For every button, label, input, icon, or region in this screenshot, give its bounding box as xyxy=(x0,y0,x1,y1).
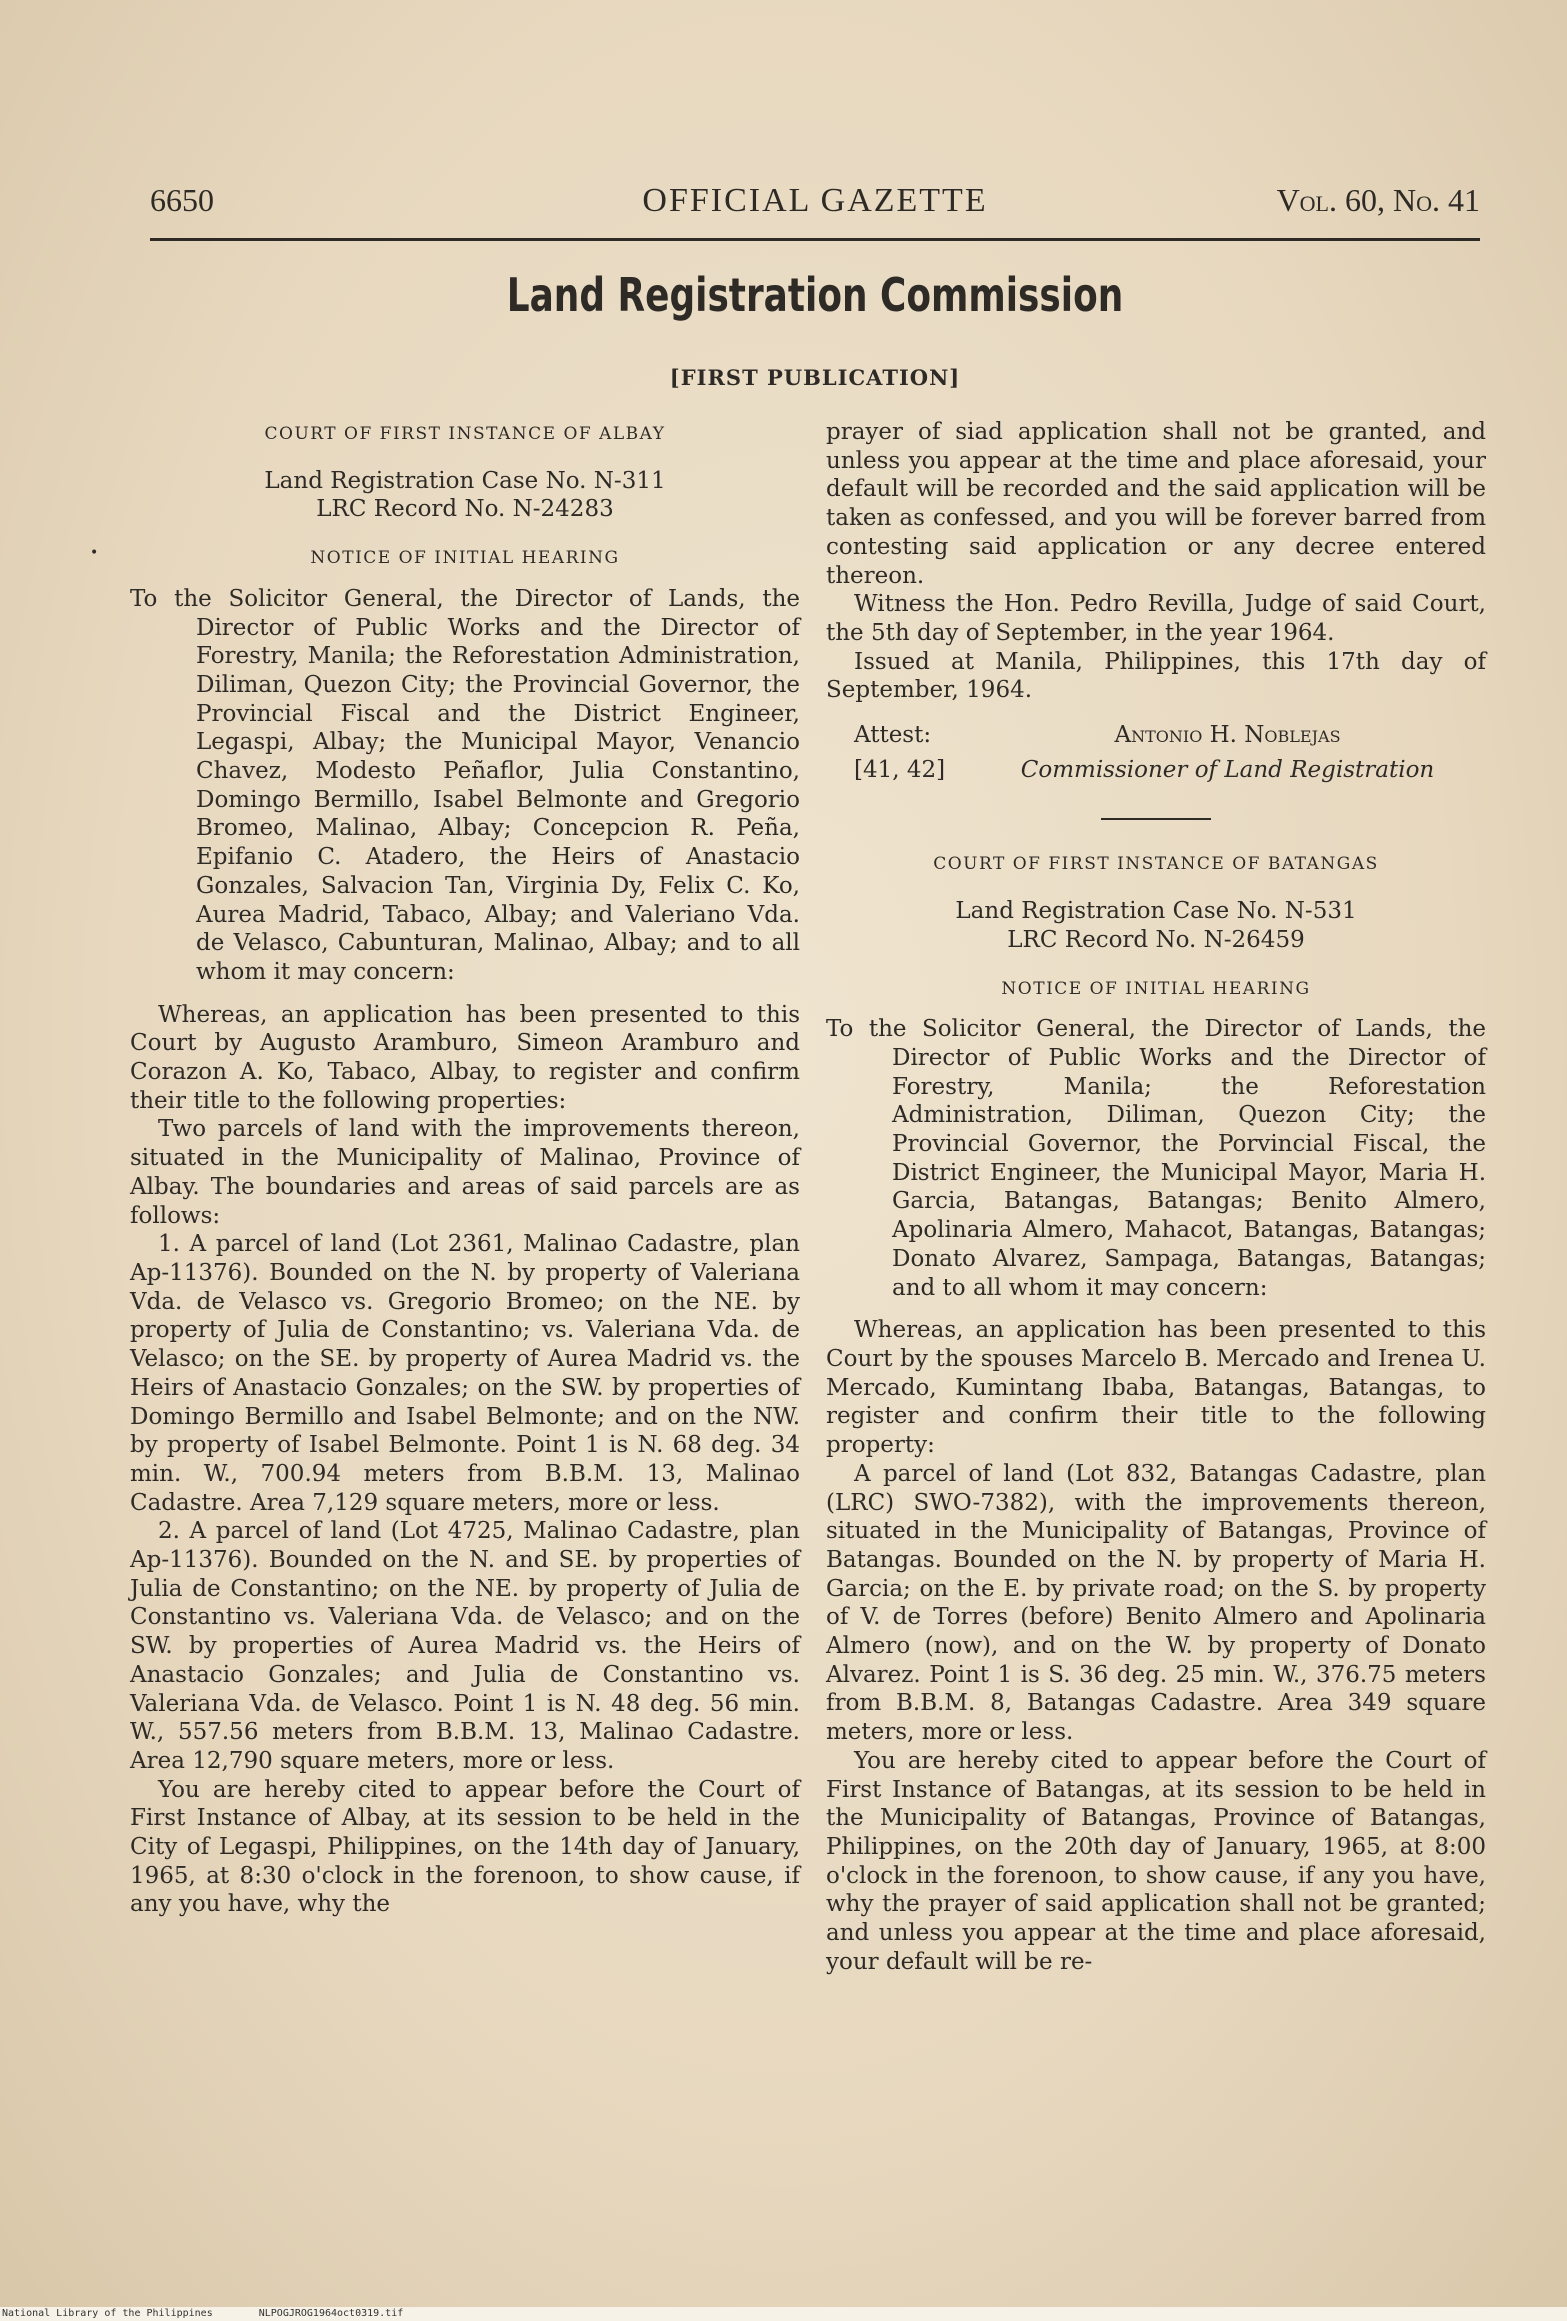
notice-divider xyxy=(1101,818,1211,820)
attest-title: Commissioner of Land Registration xyxy=(1020,756,1435,783)
paragraph: Whereas, an application has been presented to this Court by the spouses Marcelo B. Mercado and Irenea U. Mercado, Kumintang Ibaba, Batangas, Batangas, to register and confirm their title to the following property: xyxy=(826,1317,1486,1459)
attestation-title-row xyxy=(854,756,1486,785)
page-number: 6650 xyxy=(150,182,214,218)
volume-number: Vol. 60, No. 41 xyxy=(1276,182,1480,218)
scan-filename: NLPOGJROG1964oct0319.tif xyxy=(258,2308,404,2319)
paragraph: Two parcels of land with the improvements thereon, situated in the Municipality of Malinao, Province of Albay. The boundaries and areas of said parcels are as follows: xyxy=(130,1116,800,1229)
notice-title: NOTICE OF INITIAL HEARING xyxy=(310,548,620,569)
paragraph-continuation: prayer of siad application shall not be granted, and unless you appear at the time and place aforesaid, your default will be recorded and the said application will be taken as confessed, and you will be forever barred from contesting said application or any decree entered thereon. xyxy=(826,419,1486,589)
paragraph: 2. A parcel of land (Lot 4725, Malinao Cadastre, plan Ap-11376). Bounded on the N. and SE. by properties of Julia de Constantino; on the NE. by property of Julia de Constantino vs. Valeriana Vda. de Velasco; and on the SW. by properties of Aurea Madrid vs. the Heirs of Anastacio Gonzales; and Julia de Constantino vs. Valeriana Vda. de Velasco. Point 1 is N. 48 deg. 56 min. W., 557.56 meters from B.B.M. 13, Malinao Cadastre. Area 12,790 square meters, more or less. xyxy=(130,1518,800,1774)
left-column xyxy=(130,418,800,1919)
case-number: Land Registration Case No. N-311 xyxy=(264,467,666,494)
attestation xyxy=(854,721,1486,750)
paragraph: A parcel of land (Lot 832, Batangas Cadastre, plan (LRC) SWO-7382), with the improvements thereon, situated in the Municipality of Batangas, Province of Batangas. Bounded on the N. by property of Maria H. Garcia; on the E. by private road; on the S. by property of V. de Torres (before) Benito Almero and Apolinaria Almero (now), and on the W. by property of Donato Alvarez. Point 1 is S. 36 deg. 25 min. W., 376.75 meters from B.B.M. 8, Batangas Cadastre. Area 349 square meters, more or less. xyxy=(826,1460,1486,1746)
addressee: To the Solicitor General, the Director of Lands, the Director of Public Works and the Director of Forestry, Manila; the Reforestation Administration, Diliman, Quezon City; the Provincial Governor, the Porvincial Fiscal, the District Engineer, the Municipal Mayor, Maria H. Garcia, Batangas, Batangas; Benito Almero, Apolinaria Almero, Mahacot, Batangas, Batangas; Donato Alvarez, Sampaga, Batangas, Batangas; and to all whom it may concern: xyxy=(826,1016,1486,1301)
addressee: To the Solicitor General, the Director of Lands, the Director of Public Works and the Director of Forestry, Manila; the Reforestation Administration, Diliman, Quezon City; the Provincial Governor, the Provincial Fiscal and the District Engineer, Legaspi, Albay; the Municipal Mayor, Venancio Chavez, Modesto Peñaflor, Julia Constantino, Domingo Bermillo, Isabel Belmonte and Gregorio Bromeo, Malinao, Albay; Concepcion R. Peña, Epifanio C. Atadero, the Heirs of Anastacio Gonzales, Salvacion Tan, Virginia Dy, Felix C. Ko, Aurea Madrid, Tabaco, Albay; and Valeriano Vda. de Velasco, Cabunturan, Malinao, Albay; and to all whom it may concern: xyxy=(130,585,800,985)
court-heading: COURT OF FIRST INSTANCE OF BATANGAS xyxy=(933,854,1379,875)
record-number: LRC Record No. N-24283 xyxy=(316,496,614,523)
attest-name: Antonio H. Noblejas xyxy=(1114,722,1341,749)
page-header xyxy=(150,182,1480,232)
paragraph: You are hereby cited to appear before the Court of First Instance of Albay, at its session to be held in the City of Legaspi, Philippines, on the 14th day of January, 1965, at 8:30 o'clock in the forenoon, to show cause, if any you have, why the xyxy=(130,1776,800,1918)
paragraph: You are hereby cited to appear before the Court of First Instance of Batangas, at its session to be held in the Municipality of Batangas, Province of Batangas, Philippines, on the 20th day of January, 1965, at 8:00 o'clock in the forenoon, to show cause, if any you have, why the prayer of said application shall not be granted; and unless you appear at the time and place aforesaid, your default will be re- xyxy=(826,1747,1486,1975)
margin-mark: • xyxy=(90,545,99,561)
publication-tag: [FIRST PUBLICATION] xyxy=(669,365,961,390)
case-number: Land Registration Case No. N-531 xyxy=(955,898,1357,925)
paragraph: 1. A parcel of land (Lot 2361, Malinao Cadastre, plan Ap-11376). Bounded on the N. by property of Valeriana Vda. de Velasco vs. Gregorio Bromeo; on the NE. by property of Julia de Constantino; vs. Valeriana Vda. de Velasco; on the SE. by property of Aurea Madrid vs. the Heirs of Anastacio Gonzales; on the SW. by properties of Domingo Bermillo and Isabel Belmonte; and on the NW. by property of Isabel Belmonte. Point 1 is N. 68 deg. 34 min. W., 700.94 meters from B.B.M. 13, Malinao Cadastre. Area 7,129 square meters, more or less. xyxy=(130,1231,800,1516)
section-title: Land Registration Commission xyxy=(506,268,1124,322)
record-number: LRC Record No. N-26459 xyxy=(1007,926,1305,953)
attest-label: Attest: xyxy=(854,722,932,749)
court-heading: COURT OF FIRST INSTANCE OF ALBAY xyxy=(264,424,666,444)
scan-footer xyxy=(0,2307,1567,2321)
library-credit: National Library of the Philippines xyxy=(2,2308,213,2319)
issue-refs: [41, 42] xyxy=(854,756,946,783)
gazette-title: OFFICIAL GAZETTE xyxy=(642,182,988,219)
paragraph: Witness the Hon. Pedro Revilla, Judge of said Court, the 5th day of September, in the year 1964. xyxy=(826,591,1486,646)
notice-title: NOTICE OF INITIAL HEARING xyxy=(1001,978,1311,999)
paragraph: Issued at Manila, Philippines, this 17th day of September, 1964. xyxy=(826,648,1486,704)
right-column xyxy=(826,418,1486,1976)
header-rule xyxy=(150,238,1480,241)
paragraph: Whereas, an application has been presented to this Court by Augusto Aramburo, Simeon Aramburo and Corazon A. Ko, Tabaco, Albay, to register and confirm their title to the following properties: xyxy=(130,1001,800,1114)
